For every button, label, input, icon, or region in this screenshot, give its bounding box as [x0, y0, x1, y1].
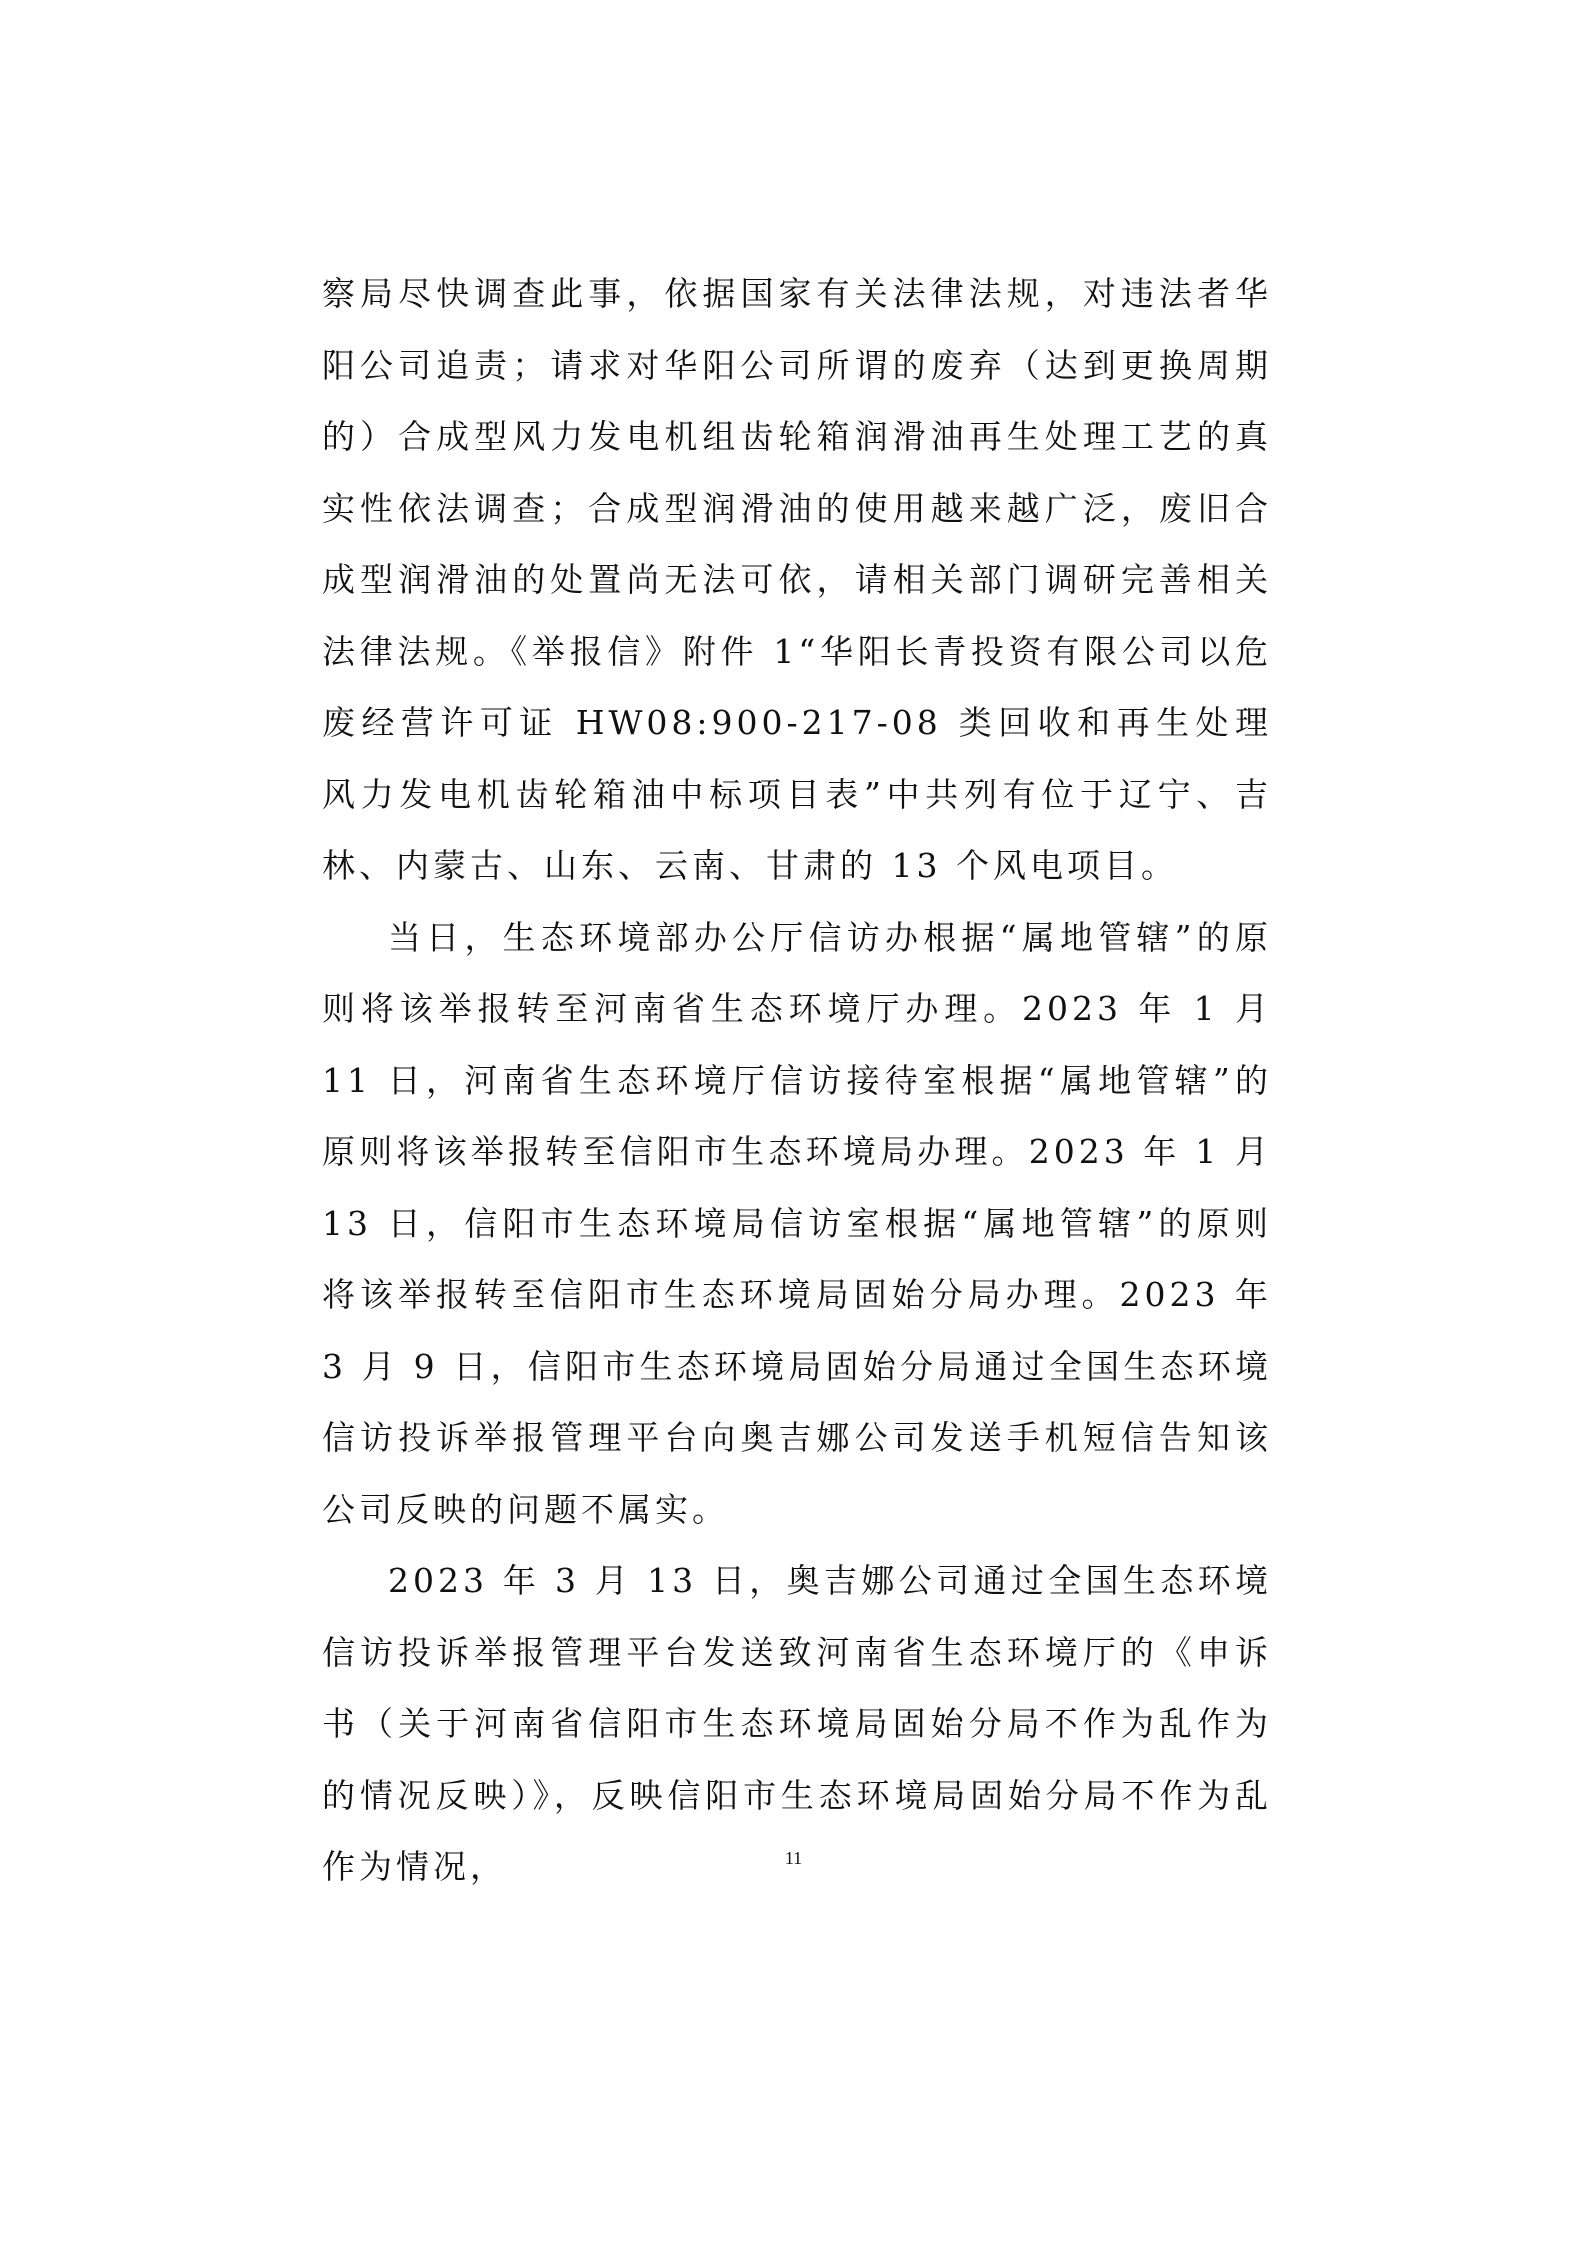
body-text [322, 258, 1272, 1903]
page-number: 11 [784, 1848, 803, 1868]
paragraph-1: 察局尽快调查此事，依据国家有关法律法规，对违法者华阳公司追责；请求对华阳公司所谓的废弃（达到更换周期的）合成型风力发电机组齿轮箱润滑油再生处理工艺的真实性依法调查；合成型润滑油的使用越来越广泛，废旧合成型润滑油的处置尚无法可依，请相关部门调研完善相关法律法规。《举报信》附件 1“华阳长青投资有限公司以危废经营许可证 HW08:900-217-08 类回收和再生处理风力发电机齿轮箱油中标项目表”中共列有位于辽宁、吉林、内蒙古、山东、云南、甘肃的 13 个风电项目。 [322, 274, 1272, 885]
paragraph-3: 2023 年 3 月 13 日，奥吉娜公司通过全国生态环境信访投诉举报管理平台发送致河南省生态环境厅的《申诉书（关于河南省信阳市生态环境局固始分局不作为乱作为的情况反映）》，反映信阳市生态环境局固始分局不作为乱作为情况， [322, 1561, 1272, 1886]
paragraph-2: 当日，生态环境部办公厅信访办根据“属地管辖”的原则将该举报转至河南省生态环境厅办理。2023 年 1 月 11 日，河南省生态环境厅信访接待室根据“属地管辖”的原则将该举报转至信阳市生态环境局办理。2023 年 1 月 13 日，信阳市生态环境局信访室根据“属地管辖”的原则将该举报转至信阳市生态环境局固始分局办理。2023 年 3 月 9 日，信阳市生态环境局固始分局通过全国生态环境信访投诉举报管理平台向奥吉娜公司发送手机短信告知该公司反映的问题不属实。 [322, 917, 1272, 1529]
